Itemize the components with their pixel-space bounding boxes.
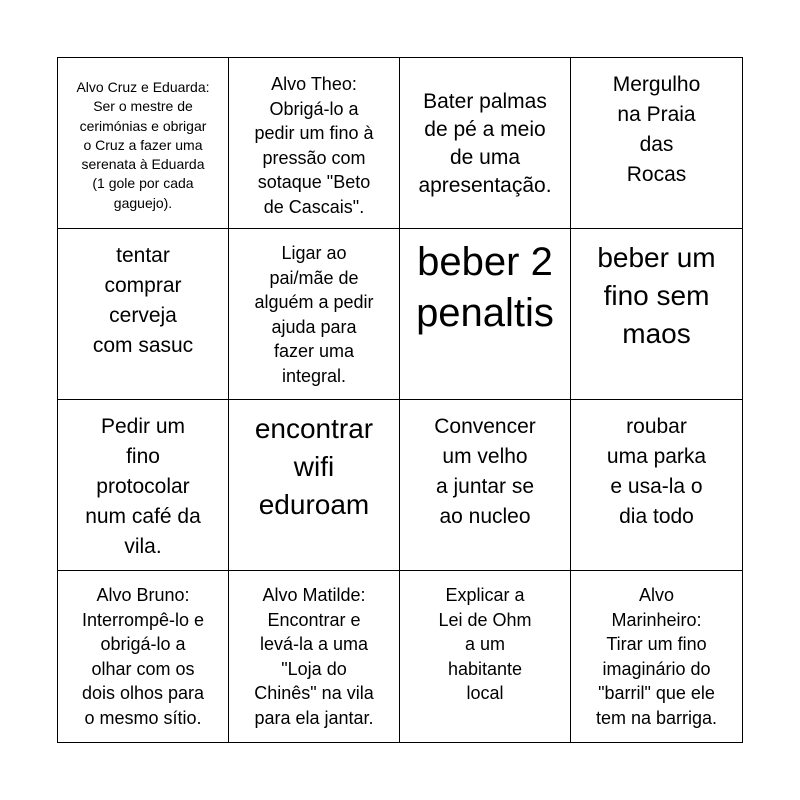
bingo-cell-text: Mergulho na Praia das Rocas — [612, 73, 701, 186]
bingo-cell-r1c4[interactable] — [571, 58, 742, 229]
bingo-cell-text: roubar uma parka e usa-la o dia todo — [606, 415, 707, 528]
bingo-cell-r4c2[interactable] — [229, 571, 400, 742]
bingo-cell-r1c1[interactable] — [58, 58, 229, 229]
bingo-cell-r2c3[interactable] — [400, 229, 571, 400]
bingo-cell-r3c2[interactable] — [229, 400, 400, 571]
bingo-cell-r4c3[interactable] — [400, 571, 571, 742]
bingo-cell-text: Alvo Bruno: Interrompê-lo e obrigá-lo a olhar com os dois olhos para o mesmo sítio. — [81, 585, 205, 728]
bingo-cell-r3c3[interactable] — [400, 400, 571, 571]
bingo-card — [57, 57, 743, 743]
bingo-cell-text: encontrar wifi eduroam — [254, 413, 374, 520]
bingo-cell-text: tentar comprar cerveja com sasuc — [92, 244, 194, 357]
bingo-cell-text: Pedir um fino protocolar num café da vila. — [85, 415, 201, 558]
bingo-cell-text: Bater palmas de pé a meio de uma apresentação. — [418, 90, 552, 197]
bingo-cell-text: Alvo Theo: Obrigá-lo a pedir um fino à pressão com sotaque "Beto de Cascais". — [254, 74, 374, 217]
bingo-cell-text: Convencer um velho a juntar se ao nucleo — [434, 415, 536, 528]
bingo-cell-r1c3[interactable] — [400, 58, 571, 229]
bingo-cell-text: Alvo Cruz e Eduarda: Ser o mestre de cerimónias e obrigar o Cruz a fazer uma serenata à Eduarda (1 gole por cada gaguejo). — [76, 79, 210, 211]
bingo-cell-r2c2[interactable] — [229, 229, 400, 400]
bingo-cell-text: beber um fino sem maos — [597, 242, 716, 349]
bingo-cell-r4c4[interactable] — [571, 571, 742, 742]
bingo-cell-r1c2[interactable] — [229, 58, 400, 229]
bingo-cell-r4c1[interactable] — [58, 571, 229, 742]
bingo-cell-r2c4[interactable] — [571, 229, 742, 400]
bingo-cell-r2c1[interactable] — [58, 229, 229, 400]
bingo-cell-r3c4[interactable] — [571, 400, 742, 571]
bingo-cell-text: Alvo Matilde: Encontrar e levá-la a uma "Loja do Chinês" na vila para ela jantar. — [254, 585, 374, 728]
bingo-cell-text: beber 2 penaltis — [416, 240, 554, 335]
bingo-cell-text: Alvo Marinheiro: Tirar um fino imaginário do "barril" que ele tem na barriga. — [595, 585, 718, 728]
bingo-cell-text: Explicar a Lei de Ohm a um habitante local — [438, 585, 532, 703]
bingo-cell-text: Ligar ao pai/mãe de alguém a pedir ajuda para fazer uma integral. — [254, 243, 374, 386]
bingo-cell-r3c1[interactable] — [58, 400, 229, 571]
